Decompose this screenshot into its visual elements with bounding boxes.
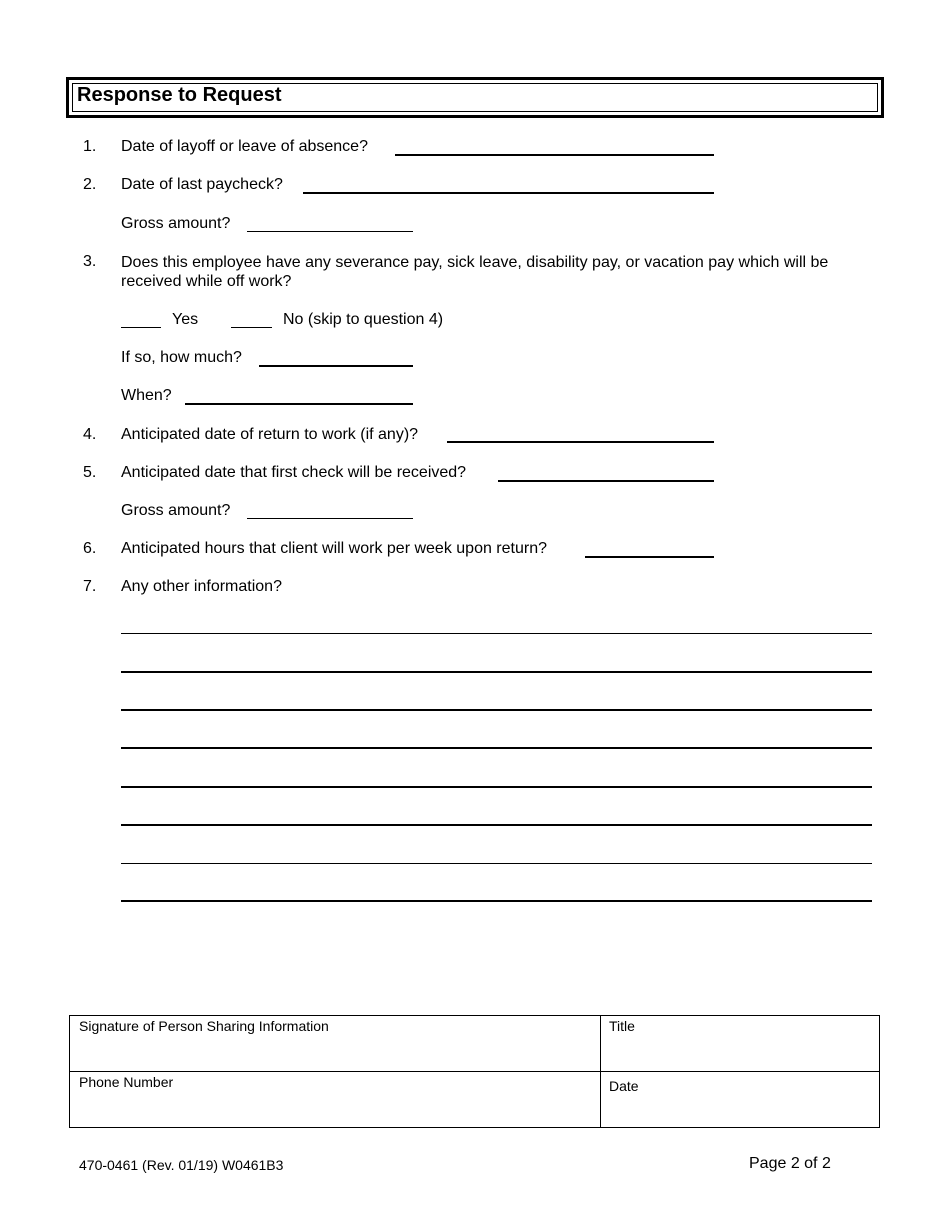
question-4-number: 4.: [83, 426, 97, 443]
question-2-number: 2.: [83, 176, 97, 193]
other-info-line[interactable]: [121, 900, 872, 902]
signature-label: Signature of Person Sharing Information: [79, 1018, 329, 1034]
question-5-number: 5.: [83, 464, 97, 481]
paycheck-gross-amount-field[interactable]: [247, 231, 413, 232]
section-title-box: [66, 77, 884, 118]
question-5-gross-amount-label: Gross amount?: [121, 502, 231, 519]
title-label: Title: [609, 1018, 635, 1034]
other-info-line[interactable]: [121, 786, 872, 788]
question-2-gross-amount-label: Gross amount?: [121, 215, 231, 232]
signature-table: [69, 1015, 880, 1128]
other-info-line[interactable]: [121, 633, 872, 634]
other-info-line[interactable]: [121, 824, 872, 826]
form-number: 470-0461 (Rev. 01/19) W0461B3: [79, 1157, 284, 1173]
question-2-text: Date of last paycheck?: [121, 176, 283, 193]
hours-per-week-field[interactable]: [585, 556, 714, 558]
when-field[interactable]: [185, 403, 413, 405]
how-much-field[interactable]: [259, 365, 413, 367]
when-label: When?: [121, 387, 172, 404]
date-label: Date: [609, 1078, 639, 1094]
other-info-line[interactable]: [121, 747, 872, 749]
signature-table-divider: [70, 1071, 879, 1072]
question-3-text: Does this employee have any severance pay, sick leave, disability pay, or vacation pay which will be received while off work?: [121, 254, 829, 290]
layoff-date-field[interactable]: [395, 154, 714, 156]
phone-number-label: Phone Number: [79, 1074, 174, 1090]
other-info-line[interactable]: [121, 863, 872, 864]
yes-label: Yes: [172, 311, 199, 328]
question-3-number: 3.: [83, 253, 97, 270]
question-7-number: 7.: [83, 578, 97, 595]
no-label: No (skip to question 4): [283, 311, 444, 328]
section-title: Response to Request: [77, 84, 282, 106]
question-1-number: 1.: [83, 138, 97, 155]
return-date-field[interactable]: [447, 441, 714, 443]
first-check-gross-amount-field[interactable]: [247, 518, 413, 519]
question-5-text: Anticipated date that first check will be received?: [121, 464, 467, 481]
page-number: Page 2 of 2: [749, 1155, 831, 1172]
question-6-number: 6.: [83, 540, 97, 557]
question-1-text: Date of layoff or leave of absence?: [121, 138, 368, 155]
question-4-text: Anticipated date of return to work (if any)?: [121, 426, 419, 443]
other-info-line[interactable]: [121, 671, 872, 673]
no-blank[interactable]: [231, 327, 272, 328]
how-much-label: If so, how much?: [121, 349, 242, 366]
last-paycheck-date-field[interactable]: [303, 192, 714, 194]
question-6-text: Anticipated hours that client will work per week upon return?: [121, 540, 547, 557]
first-check-date-field[interactable]: [498, 480, 714, 482]
yes-blank[interactable]: [121, 327, 161, 328]
question-7-text: Any other information?: [121, 578, 282, 595]
other-info-line[interactable]: [121, 709, 872, 711]
